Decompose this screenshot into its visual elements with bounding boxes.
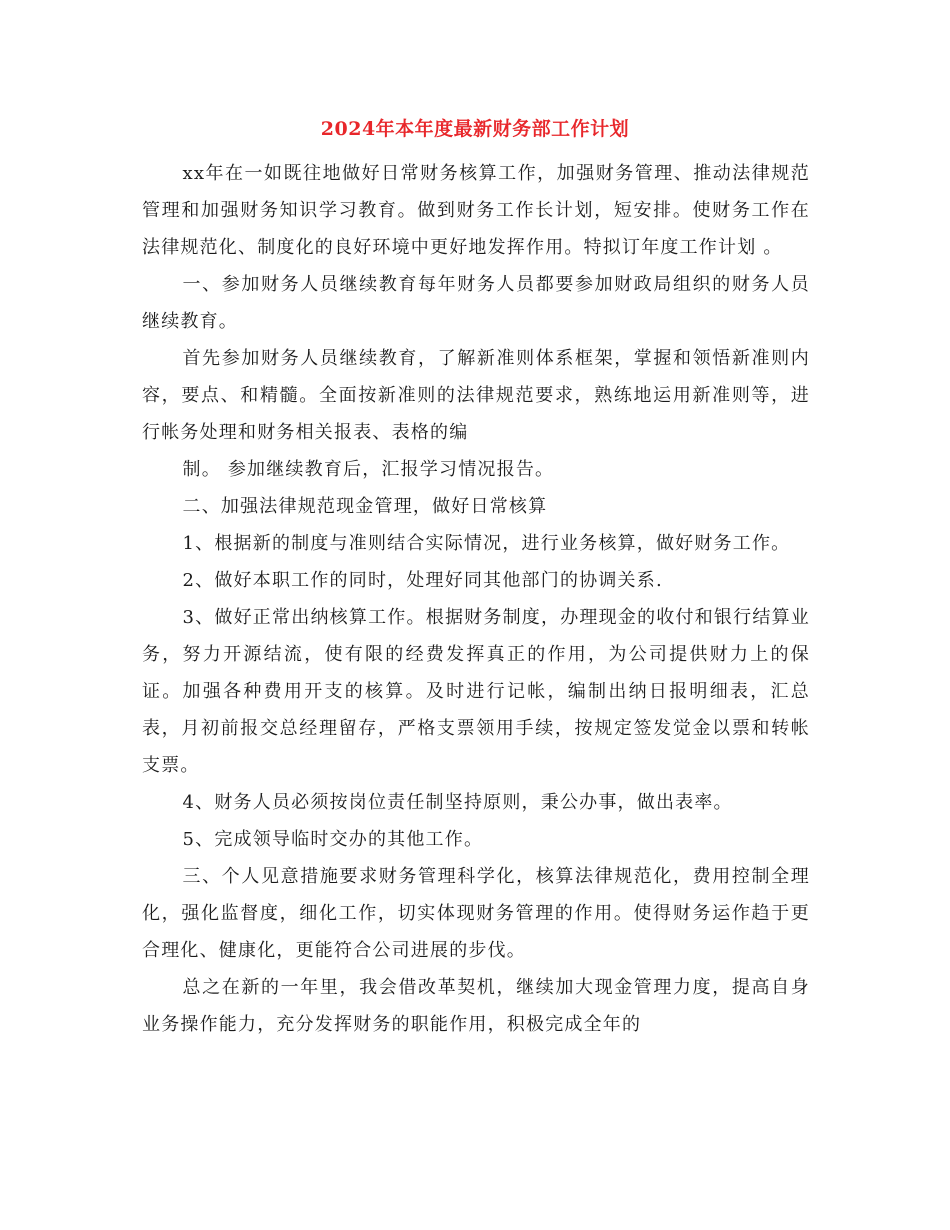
paragraph-section-3: 三、个人见意措施要求财务管理科学化，核算法律规范化，费用控制全理化，强化监督度，细化工作，切实体现财务管理的作用。使得财务运作趋于更合理化、健康化，更能符合公司进展的步伐。 — [142, 866, 810, 961]
paragraph-item-2: 2、做好本职工作的同时，处理好同其他部门的协调关系. — [182, 570, 663, 591]
paragraph-section-2-heading: 二、加强法律规范现金管理，做好日常核算 — [182, 496, 548, 517]
paragraph-report: 制。 参加继续教育后，汇报学习情况报告。 — [182, 459, 555, 480]
paragraph-section-1-heading: 一、参加财务人员继续教育每年财务人员都要参加财政局组织的财务人员继续教育。 — [142, 274, 810, 332]
document-title: 2024年本年度最新财务部工作计划 — [320, 118, 630, 140]
paragraph-continuing-education: 首先参加财务人员继续教育，了解新准则体系框架，掌握和领悟新准则内容，要点、和精髓。全面按新准则的法律规范要求，熟练地运用新准则等，进行帐务处理和财务相关报表、表格的编 — [142, 348, 810, 443]
paragraph-conclusion: 总之在新的一年里，我会借改革契机，继续加大现金管理力度，提高自身业务操作能力，充分发挥财务的职能作用，积极完成全年的 — [142, 977, 810, 1035]
paragraph-item-3: 3、做好正常出纳核算工作。根据财务制度，办理现金的收付和银行结算业务，努力开源结流，使有限的经费发挥真正的作用，为公司提供财力上的保证。加强各种费用开支的核算。及时进行记帐，编制出纳日报明细表，汇总表，月初前报交总经理留存，严格支票领用手续，按规定签发觉金以票和转帐支票。 — [142, 607, 810, 776]
paragraph-intro: xx年在一如既往地做好日常财务核算工作，加强财务管理、推动法律规范管理和加强财务知识学习教育。做到财务工作长计划，短安排。使财务工作在法律规范化、制度化的良好环境中更好地发挥作用。特拟订年度工作计划 。 — [142, 163, 810, 258]
paragraph-item-1: 1、根据新的制度与准则结合实际情况，进行业务核算，做好财务工作。 — [182, 533, 791, 554]
paragraph-item-5: 5、完成领导临时交办的其他工作。 — [182, 829, 484, 850]
document-body — [142, 155, 810, 1043]
paragraph-item-4: 4、财务人员必须按岗位责任制坚持原则，秉公办事，做出表率。 — [182, 792, 733, 813]
